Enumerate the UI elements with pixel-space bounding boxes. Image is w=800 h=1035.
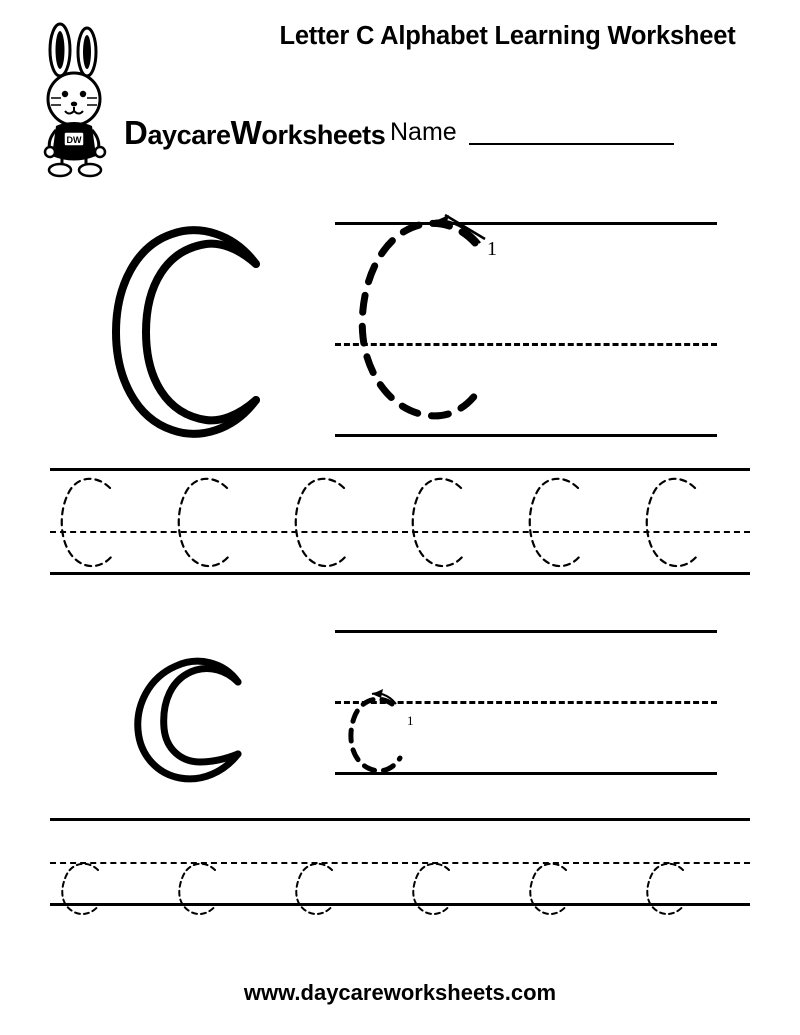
uppercase-model-letter-c — [88, 212, 288, 452]
brand-name-aycare: aycare — [147, 120, 231, 150]
lowercase-model-letter-c — [120, 648, 270, 788]
stroke-number-1-lowercase: 1 — [407, 713, 414, 728]
guide-top-line-4 — [50, 818, 750, 821]
name-input-line[interactable] — [469, 121, 674, 145]
practice-row-lowercase — [50, 850, 750, 920]
name-field-row — [390, 120, 674, 145]
brand-name-w: W — [230, 114, 262, 151]
bunny-mascot-icon — [34, 22, 120, 182]
practice-row-uppercase — [50, 462, 750, 582]
page-title: Letter C Alphabet Learning Worksheet — [279, 22, 736, 50]
brand-name-d: D — [124, 114, 148, 151]
brand-name-orksheets: orksheets — [261, 120, 386, 150]
footer-url[interactable]: www.daycareworksheets.com — [243, 980, 557, 1005]
svg-text:DW: DW — [66, 135, 82, 145]
brand-name — [124, 114, 385, 152]
name-label: Name — [390, 118, 457, 146]
guided-trace-uppercase-c — [325, 205, 545, 450]
guided-trace-lowercase-c — [340, 686, 460, 781]
guide-top-line-3 — [335, 630, 717, 633]
stroke-number-1-uppercase: 1 — [487, 238, 497, 260]
